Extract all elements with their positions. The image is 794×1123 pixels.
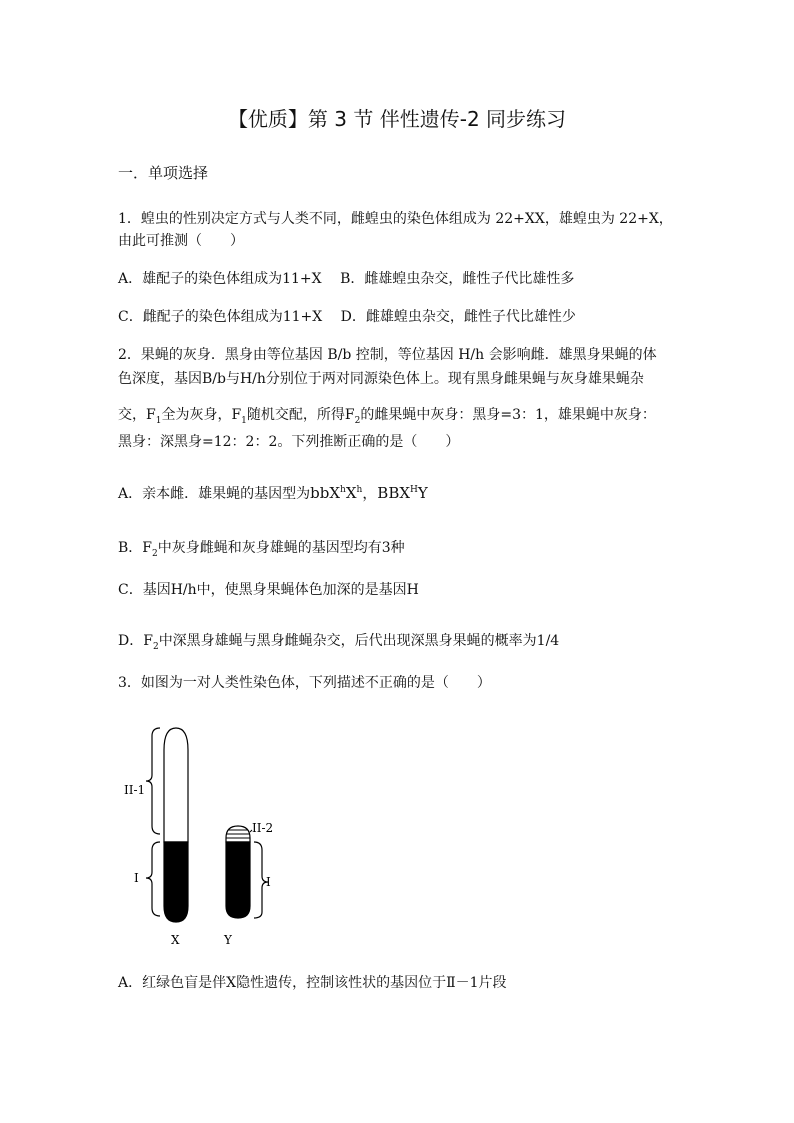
q2-option-a: A．亲本雌．雄果蝇的基因型为$bbX^hX^h$，$BBX^HY$ [118,484,428,502]
q2-option-d: D．$F_2$中深黑身雄蝇与黑身雌蝇杂交，后代出现深黑身果蝇的概率为1/4 [118,633,560,652]
y-chromosome [226,826,250,918]
label-ii1: II-1 [124,783,146,797]
q1-line2: 由此可推测（ ） [118,233,244,249]
q2-option-c: C．基因H/h中，使黑身果蝇体色加深的是基因H [118,582,419,598]
f1-symbol: $F_1$ [146,407,162,426]
label-i-right: I [266,875,271,889]
q1-line1: 1．蝗虫的性别决定方式与人类不同，雌蝗虫的染色体组成为 22+XX，雄蝗虫为 22+X， [118,211,673,227]
section-heading: 一．单项选择 [118,164,209,182]
genotype-male: ，$BBX^HY$ [362,484,428,502]
brace-ii1 [146,728,160,834]
label-x: X [171,933,180,947]
q3-option-a: A．红绿色盲是伴X隐性遗传，控制该性状的基因位于Ⅱ－1片段 [118,975,507,991]
f2-symbol: $F_2$ [344,407,361,426]
genotype-female: $bbX^hX^h$ [310,484,363,502]
label-i-left: I [134,871,139,885]
q2-option-b: B．$F_2$中灰身雌蝇和灰身雄蝇的基因型均有3种 [118,540,405,559]
f1-symbol-2: $F_1$ [231,407,247,426]
x-chromosome [164,728,188,922]
brace-i-left [146,842,160,916]
q2-line4: 黑身：深黑身=12：2：2。下列推断正确的是（ ） [118,434,460,450]
q1-option-c-d: C．雌配子的染色体组成为11+X D．雌雄蝗虫杂交，雌性子代比雄性少 [118,309,576,325]
label-y: Y [224,933,232,947]
q2-line3-part-c: 随机交配，所得 [246,407,345,423]
q2-line3-part-d: 的雌果蝇中灰身：黑身=3：1，雄果蝇中灰身： [360,407,656,423]
q2-line3-part-b: 全为灰身， [161,407,232,423]
page-title: 【优质】第 3 节 伴性遗传-2 同步练习 [227,107,567,131]
q2-line3-part-a: 交， [118,407,146,423]
q2-line1: 2．果蝇的灰身．黑身由等位基因 B/b 控制，等位基因 H/h 会影响雌．雄黑身果蝇的体 [118,347,657,363]
q3-line1: 3．如图为一对人类性染色体，下列描述不正确的是（ ） [118,675,491,691]
f2-symbol-d: $F_2$ [143,633,159,652]
f2-symbol-b: $F_2$ [142,540,158,559]
label-ii2: II-2 [252,821,274,835]
q1-option-a-b: A．雄配子的染色体组成为11+X B．雌雄蝗虫杂交，雌性子代比雄性多 [118,271,575,287]
q2-line2: 色深度，基因B/b与H/h分别位于两对同源染色体上。现有黑身雌果蝇与灰身雄果蝇杂 [118,371,644,387]
